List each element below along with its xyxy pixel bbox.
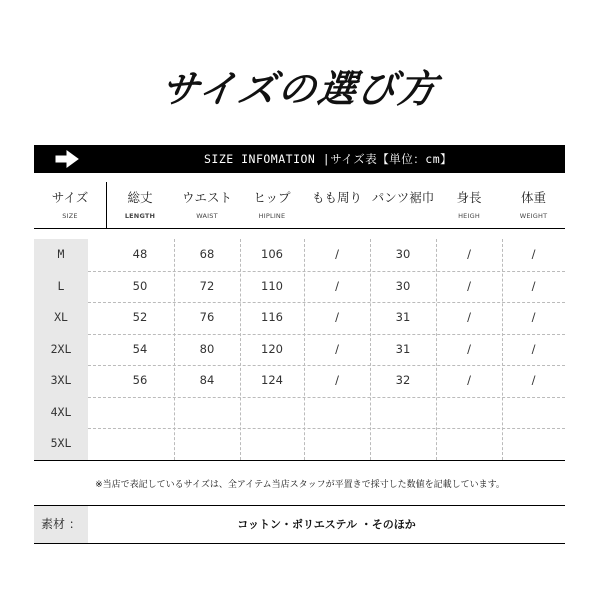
table-cell: / (531, 310, 536, 324)
table-cell: / (467, 278, 471, 293)
table-cell (304, 397, 370, 429)
table-cell (304, 428, 370, 460)
size-info-banner (34, 145, 565, 173)
table-cell (174, 428, 240, 460)
banner-text: SIZE INFOMATION |サイズ表【単位：cm】 (204, 152, 453, 166)
row-divider (88, 397, 565, 398)
size-table (34, 239, 565, 460)
table-cell: / (335, 310, 339, 324)
table-cell: 68 (199, 247, 215, 261)
column-divider (502, 239, 503, 460)
table-cell (502, 397, 565, 429)
header-cell (436, 182, 502, 228)
size-label-cell: 3XL (50, 373, 72, 387)
table-cell (370, 397, 436, 429)
header-sublabel (304, 212, 370, 220)
table-row (34, 428, 565, 460)
table-cell: 50 (132, 278, 148, 293)
header-cell (240, 182, 304, 228)
table-cell (436, 397, 502, 429)
header-cell (502, 182, 565, 228)
header-divider (34, 228, 565, 229)
page-title: サイズの選び方 (157, 67, 442, 111)
table-cell (436, 428, 502, 460)
table-cell: 76 (199, 310, 215, 324)
table-row (34, 334, 565, 366)
header-sublabel: SIZE (62, 212, 78, 220)
table-cell: / (531, 341, 536, 356)
header-label: 体重 (520, 190, 546, 205)
row-divider (88, 302, 565, 303)
table-cell (106, 428, 174, 460)
size-label-cell: 4XL (50, 404, 72, 419)
table-header (34, 182, 565, 228)
table-cell: 31 (395, 341, 411, 356)
table-row (34, 365, 565, 397)
column-divider (436, 239, 437, 460)
table-cell: 31 (395, 310, 411, 324)
size-label-cell: 5XL (50, 436, 72, 450)
table-cell: 56 (132, 373, 148, 387)
table-cell: / (335, 341, 339, 356)
header-cell (106, 182, 174, 228)
table-row (34, 239, 565, 271)
table-cell: 80 (199, 341, 215, 356)
size-label-cell: 2XL (50, 341, 72, 356)
header-label: ウエスト (181, 190, 232, 205)
row-divider (88, 334, 565, 335)
size-label-cell: M (57, 247, 65, 261)
table-cell: 52 (132, 310, 148, 324)
header-cell (304, 182, 370, 228)
table-cell: 48 (132, 247, 148, 261)
size-label-cell: L (57, 278, 65, 293)
header-cell (34, 182, 106, 228)
row-divider (88, 365, 565, 366)
header-sublabel: WAIST (196, 212, 218, 220)
row-divider (88, 271, 565, 272)
table-cell (106, 397, 174, 429)
table-cell: 72 (199, 278, 215, 293)
table-cell: 30 (395, 247, 411, 261)
table-cell: / (467, 341, 471, 356)
row-divider (88, 428, 565, 429)
material-value: コットン・ポリエステル ・そのほか (237, 518, 416, 531)
material-row (34, 505, 565, 544)
size-label-cell: XL (54, 310, 68, 324)
header-label: 総丈 (127, 190, 153, 205)
column-divider (240, 239, 241, 460)
header-sublabel (370, 212, 436, 220)
table-cell: 32 (395, 373, 411, 387)
table-cell: / (531, 247, 536, 261)
table-cell (502, 428, 565, 460)
table-cell: / (335, 373, 339, 387)
header-sublabel: HEIGH (458, 212, 480, 220)
column-divider (174, 239, 175, 460)
table-row (34, 302, 565, 334)
header-sublabel: LENGTH (124, 212, 156, 220)
table-cell: 120 (261, 341, 283, 356)
table-cell: 106 (261, 247, 283, 261)
arrow-right-icon (54, 150, 80, 168)
header-label: ヒップ (253, 190, 291, 205)
table-bottom-divider (34, 460, 565, 461)
column-divider (370, 239, 371, 460)
table-cell: / (335, 247, 339, 261)
header-sublabel: HIPLINE (258, 212, 286, 220)
header-label: 身長 (456, 190, 482, 205)
header-label: もも周り (311, 190, 362, 205)
header-label: パンツ裾巾 (371, 190, 435, 205)
table-cell (240, 428, 304, 460)
measurement-note: ※当店で表記しているサイズは、全アイテム当店スタッフが平置きで採寸した数値を記載しています。 (95, 480, 505, 490)
table-cell: / (335, 278, 339, 293)
table-row (34, 397, 565, 429)
table-cell: / (531, 278, 536, 293)
header-label: サイズ (51, 190, 89, 205)
column-divider (304, 239, 305, 460)
table-cell: / (467, 247, 471, 261)
table-cell: / (467, 310, 471, 324)
table-cell: 54 (132, 341, 148, 356)
table-cell: 110 (261, 278, 283, 293)
header-sublabel: WEIGHT (519, 212, 548, 220)
material-label: 素材 ： (41, 517, 81, 531)
header-cell (174, 182, 240, 228)
table-cell: 116 (261, 310, 283, 324)
header-cell (370, 182, 436, 228)
header-vertical-divider (106, 182, 107, 228)
table-cell: / (531, 373, 536, 387)
table-cell (370, 428, 436, 460)
table-cell (174, 397, 240, 429)
table-cell: 30 (395, 278, 411, 293)
table-cell: / (467, 373, 471, 387)
table-row (34, 271, 565, 303)
table-cell: 124 (261, 373, 283, 387)
table-cell (240, 397, 304, 429)
table-cell: 84 (199, 373, 215, 387)
